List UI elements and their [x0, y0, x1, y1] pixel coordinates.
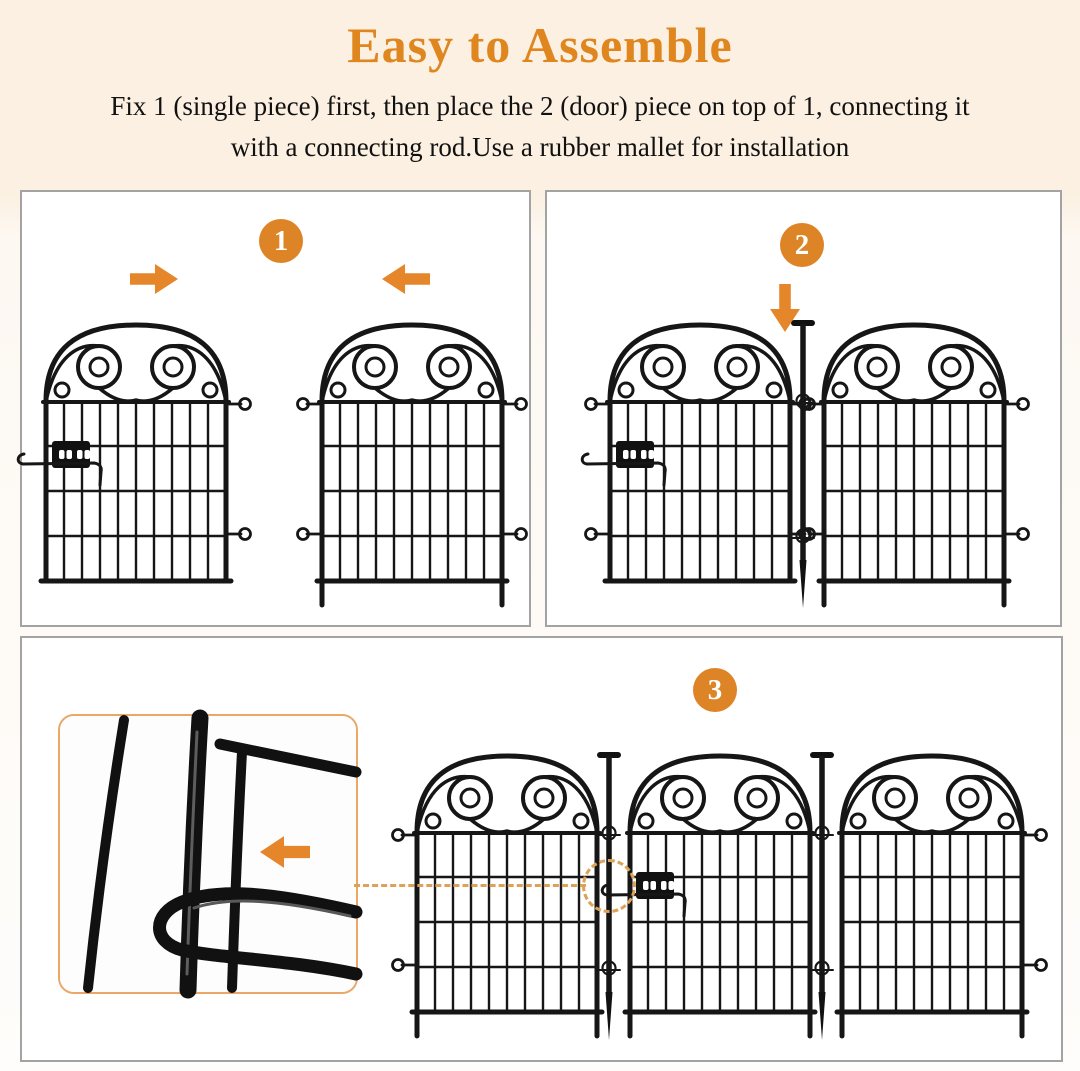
step-3-number: 3 [707, 673, 723, 706]
page-title: Easy to Assemble [347, 17, 733, 73]
fence-piece-door-illustration [794, 313, 1034, 613]
step-1-number: 1 [273, 224, 289, 257]
step-1-badge [259, 219, 303, 263]
step-2-number: 2 [794, 228, 810, 261]
connection-detail-inset [58, 714, 358, 994]
fence-piece-door-illustration [600, 744, 840, 1044]
step-2-badge [780, 223, 824, 267]
step-2-panel [545, 190, 1062, 627]
dashed-highlight-circle [582, 859, 636, 913]
step-3-panel [20, 636, 1063, 1062]
step-1-panel [20, 190, 531, 627]
subtitle-line-2: with a connecting rod.Use a rubber mallet for installation [230, 132, 850, 162]
arrow-left-icon [382, 262, 430, 296]
arrow-right-icon [130, 262, 178, 296]
subtitle [0, 86, 1080, 168]
fence-piece-single-illustration [580, 313, 820, 613]
dashed-callout-line [354, 884, 586, 887]
step-3-badge [693, 668, 737, 712]
fence-piece-single-illustration [16, 313, 256, 613]
subtitle-line-1: Fix 1 (single piece) first, then place the 2 (door) piece on top of 1, connecting it [110, 91, 970, 121]
fence-piece-door-illustration [292, 313, 532, 613]
fence-piece-illustration [812, 744, 1052, 1044]
